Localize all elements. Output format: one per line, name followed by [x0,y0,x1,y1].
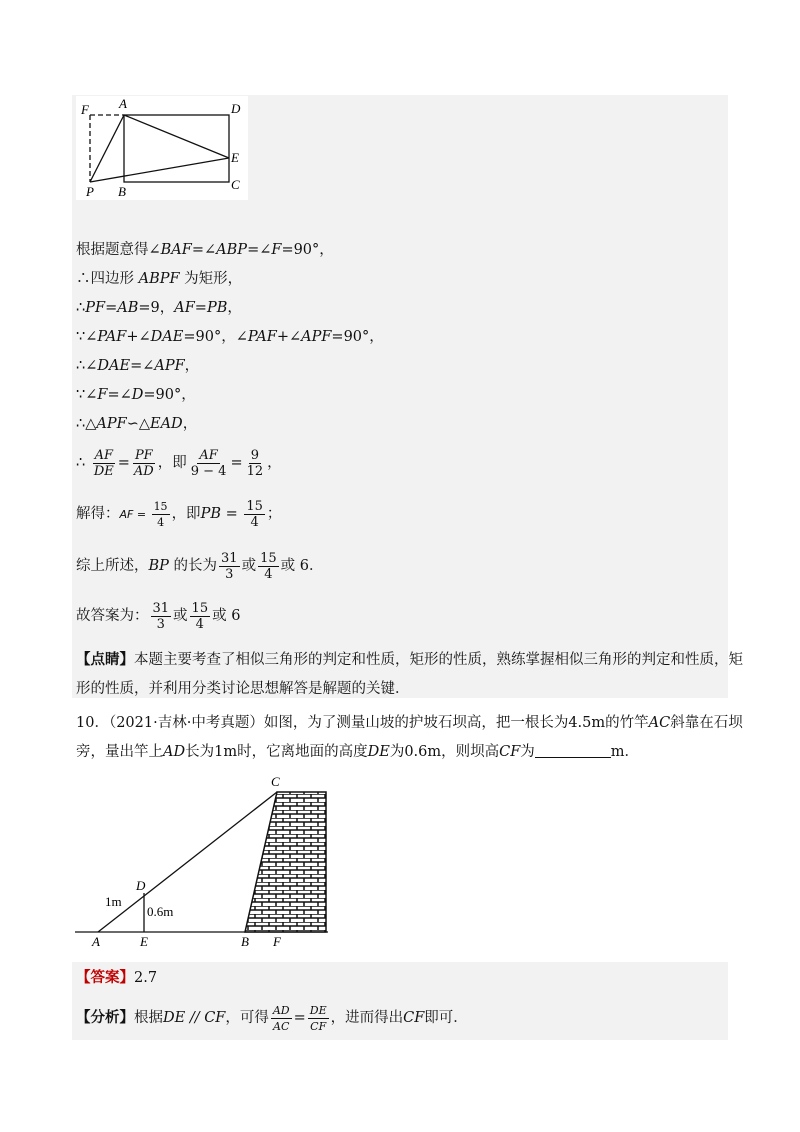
length-ad: 1m [105,894,122,909]
answer-blank [535,743,611,758]
label-c2: C [271,774,280,789]
fraction-31-3-b: $\frac{31}{3}$ [152,600,170,632]
fraction-de-cf: $\frac{DE}{CF}$ [309,1003,327,1033]
fraction-af-de: $\frac{AF}{DE}$ [93,447,114,479]
solution-line-2: ∴四边形 ABPF 为矩形， [76,271,243,287]
label-p: P [86,184,94,199]
fraction-ad-ac: $\frac{AD}{AC}$ [272,1003,290,1033]
fraction-15-4-d: $\frac{15}{4}$ [191,600,209,632]
answer-line: 【答案】2.7 [76,969,158,986]
dam-figure [70,770,370,950]
label-a: A [119,96,127,111]
solution-line-8: ∴ $\frac{AF}{DE}$ = $\frac{PF}{AD}$ ，即 $\frac{AF}{9 - 4}$ = $\frac{9}{12}$ ， [76,447,282,479]
analysis-line: 【分析】根据DE // CF，可得 $\frac{AD}{AC}$ = $\frac{DE}{CF}$ ，进而得出CF即可． [76,1003,468,1033]
label-a2: A [92,934,100,949]
solution-line-6: ∵∠F=∠D=90°， [76,387,196,403]
fraction-31-3: $\frac{31}{3}$ [221,550,238,582]
label-f2: F [273,934,281,949]
label-e: E [231,150,239,165]
length-de: 0.6m [147,904,174,919]
fraction-15-4-c: $\frac{15}{4}$ [260,550,277,582]
solution-line-4: ∵∠PAF+∠DAE=90°，∠PAF+∠APF=90°， [76,329,384,345]
solution-line-9: 解得：AF = $\frac{15}{4}$ ，即PB = $\frac{15}{4}$ ； [76,498,282,530]
label-f: F [81,102,89,117]
label-b2: B [241,934,249,949]
label-e2: E [140,934,148,949]
label-c: C [231,177,240,192]
solution-line-7: ∴△APF∽△EAD， [76,416,198,432]
comment-line-1: 【点睛】本题主要考查了相似三角形的判定和性质，矩形的性质，熟练掌握相似三角形的判定和性质，矩 [76,651,743,668]
solution-line-3: ∴PF=AB=9，AF=PB， [76,300,242,316]
fraction-pf-ad: $\frac{PF}{AD}$ [133,447,154,479]
fraction-9-12: $\frac{9}{12}$ [246,447,264,479]
label-d: D [231,101,241,116]
solution-line-11: 故答案为： $\frac{31}{3}$ 或 $\frac{15}{4}$ 或 6 [76,600,241,632]
comment-line-2: 形的性质，并利用分类讨论思想解答是解题的关键． [76,681,410,697]
fraction-af-5: $\frac{AF}{9 - 4}$ [190,447,227,479]
solution-line-1: 根据题意得∠BAF=∠ABP=∠F=90°， [76,242,334,258]
rectangle-figure [76,96,248,200]
question-10-line-1: 10．（2021·吉林·中考真题）如图，为了测量山坡的护坡石坝高，把一根长为4.5m的竹竿AC斜靠在石坝 [76,715,743,731]
solution-line-5: ∴∠DAE=∠APF， [76,358,200,374]
fraction-15-4-b: $\frac{15}{4}$ [246,498,263,530]
label-b: B [118,184,126,199]
question-10-line-2: 旁，量出竿上AD长为1m时，它离地面的高度DE为0.6m，则坝高CF为 m． [76,744,640,760]
label-d2: D [136,878,146,893]
solution-line-10: 综上所述，BP 的长为 $\frac{31}{3}$ 或 $\frac{15}{4}$ 或 6． [76,550,324,582]
fraction-15-4: $\frac{15}{4}$ [153,499,168,529]
